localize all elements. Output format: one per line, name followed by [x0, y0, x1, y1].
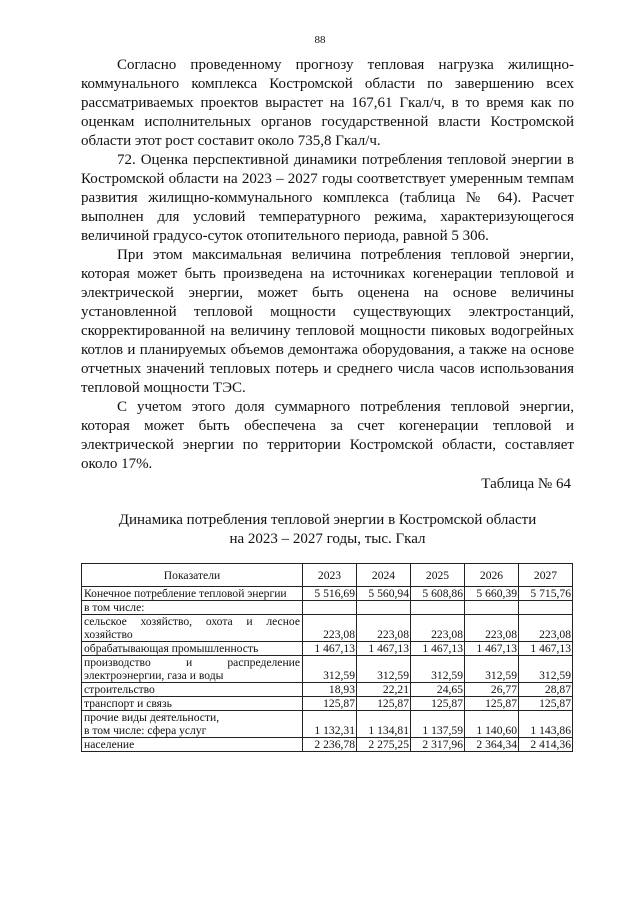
table-title-line: на 2023 – 2027 годы, тыс. Гкал	[229, 531, 426, 547]
table-title	[81, 511, 574, 549]
row-label: транспорт и связь	[82, 697, 303, 711]
value-cell: 1 134,81	[357, 711, 411, 738]
header-cell: 2026	[465, 564, 519, 587]
value-cell	[519, 601, 573, 615]
table-row	[82, 711, 573, 738]
header-cell: Показатели	[82, 564, 303, 587]
value-cell: 1 140,60	[465, 711, 519, 738]
value-cell: 1 467,13	[357, 642, 411, 656]
table-row	[82, 642, 573, 656]
paragraph: 72. Оценка перспективной динамики потребления тепловой энергии в Костромской области на 2023 – 2027 годы соответствует умеренным темпам развития жилищно-коммунального комплекса (таблица № 64). Расчет выполнен для условий температурного режима, характеризующегося величиной градусо-суток отопительного периода, равной 5 306.	[81, 152, 574, 244]
table-row	[82, 738, 573, 752]
table-row	[82, 683, 573, 697]
table-row	[82, 601, 573, 615]
value-cell: 28,87	[519, 683, 573, 697]
body-text	[81, 56, 574, 474]
paragraph: Согласно проведенному прогнозу тепловая нагрузка жилищно-коммунального комплекса Костромской области по завершению всех рассматриваемых проектов вырастет на 167,61 Гкал/ч, в то время как по оценкам исполнительных органов государственной власти Костромской области этот рост составит около 735,8 Гкал/ч.	[81, 57, 574, 149]
value-cell: 1 467,13	[465, 642, 519, 656]
value-cell: 2 414,36	[519, 738, 573, 752]
table-title-line: Динамика потребления тепловой энергии в Костромской области	[118, 512, 537, 528]
value-cell: 312,59	[303, 656, 357, 683]
row-label: Конечное потребление тепловой энергии	[82, 587, 303, 601]
table-number-label: Таблица № 64	[481, 476, 571, 492]
value-cell: 125,87	[519, 697, 573, 711]
value-cell: 1 132,31	[303, 711, 357, 738]
value-cell: 125,87	[357, 697, 411, 711]
value-cell: 312,59	[519, 656, 573, 683]
paragraph: С учетом этого доля суммарного потребления тепловой энергии, которая может быть обеспечена за счет когенерации тепловой и электрической энергии по территории Костромской области, составляет около 17%.	[81, 399, 574, 472]
value-cell: 5 608,86	[411, 587, 465, 601]
value-cell: 1 467,13	[519, 642, 573, 656]
value-cell: 1 467,13	[411, 642, 465, 656]
value-cell: 2 317,96	[411, 738, 465, 752]
row-label: производство и распределение электроэнергии, газа и воды	[82, 656, 303, 683]
value-cell: 223,08	[411, 615, 465, 642]
header-cell: 2027	[519, 564, 573, 587]
value-cell	[411, 601, 465, 615]
value-cell: 26,77	[465, 683, 519, 697]
value-cell: 312,59	[357, 656, 411, 683]
value-cell: 18,93	[303, 683, 357, 697]
value-cell: 223,08	[357, 615, 411, 642]
value-cell	[465, 601, 519, 615]
value-cell: 125,87	[411, 697, 465, 711]
value-cell: 5 560,94	[357, 587, 411, 601]
table-row	[82, 587, 573, 601]
value-cell	[303, 601, 357, 615]
value-cell: 2 236,78	[303, 738, 357, 752]
value-cell: 223,08	[465, 615, 519, 642]
row-label	[82, 711, 303, 738]
row-label-line: в том числе: сфера услуг	[84, 724, 207, 737]
value-cell: 24,65	[411, 683, 465, 697]
value-cell: 125,87	[303, 697, 357, 711]
value-cell: 223,08	[519, 615, 573, 642]
value-cell: 312,59	[411, 656, 465, 683]
header-cell: 2024	[357, 564, 411, 587]
heat-consumption-table	[81, 563, 573, 752]
value-cell	[357, 601, 411, 615]
table-row	[82, 697, 573, 711]
value-cell: 1 467,13	[303, 642, 357, 656]
value-cell: 5 715,76	[519, 587, 573, 601]
table-row	[82, 656, 573, 683]
row-label: обрабатывающая промышленность	[82, 642, 303, 656]
value-cell: 5 516,69	[303, 587, 357, 601]
header-cell: 2023	[303, 564, 357, 587]
value-cell: 2 364,34	[465, 738, 519, 752]
value-cell: 125,87	[465, 697, 519, 711]
value-cell: 5 660,39	[465, 587, 519, 601]
value-cell: 1 143,86	[519, 711, 573, 738]
value-cell: 223,08	[303, 615, 357, 642]
row-label: в том числе:	[82, 601, 303, 615]
row-label: население	[82, 738, 303, 752]
header-cell: 2025	[411, 564, 465, 587]
page-number: 88	[314, 34, 326, 46]
row-label: сельское хозяйство, охота и лесное хозяйство	[82, 615, 303, 642]
value-cell: 312,59	[465, 656, 519, 683]
row-label-line: прочие виды деятельности,	[84, 711, 220, 724]
table-row	[82, 615, 573, 642]
value-cell: 2 275,25	[357, 738, 411, 752]
table-header-row	[82, 564, 573, 587]
value-cell: 1 137,59	[411, 711, 465, 738]
value-cell: 22,21	[357, 683, 411, 697]
paragraph: При этом максимальная величина потребления тепловой энергии, которая может быть произведена на источниках когенерации тепловой и электрической энергии, может быть оценена на основе величины установленной тепловой мощности существующих электростанций, скорректированной на величину тепловой мощности пиковых водогрейных котлов и планируемых объемов демонтажа оборудования, а также на основе отчетных значений тепловых потерь и среднего числа часов использования тепловой мощности ТЭС.	[81, 247, 574, 396]
row-label: строительство	[82, 683, 303, 697]
